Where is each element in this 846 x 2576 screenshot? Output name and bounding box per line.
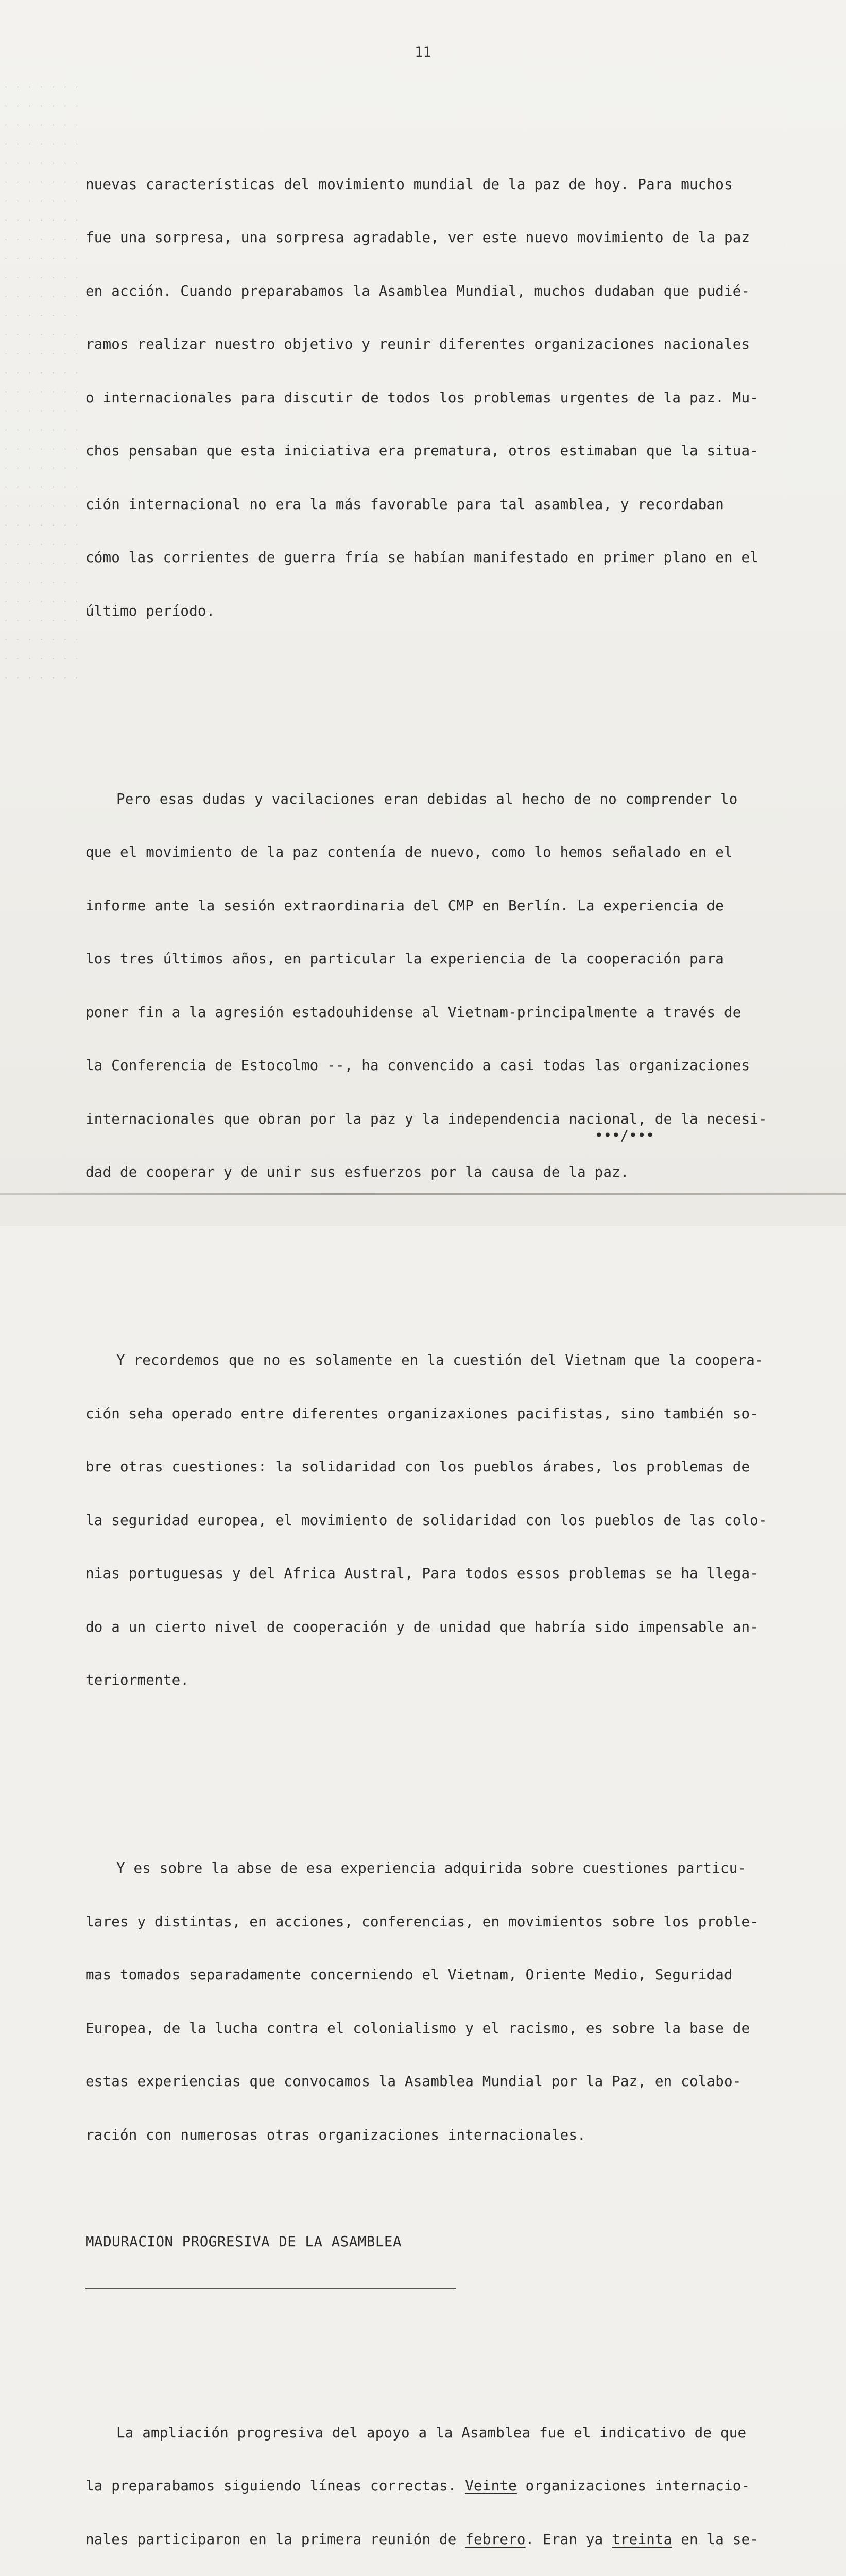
text-line: La ampliación progresiva del apoyo a la Asamblea fue el indicativo de que [85,2424,827,2442]
margin-speckles [0,77,77,696]
page-number: 11 [0,44,846,60]
text-line: lares y distintas, en acciones, conferencias, en movimientos sobre los proble- [85,1913,827,1931]
document-page [0,0,846,1226]
text-line: Y es sobre la abse de esa experiencia adquirida sobre cuestiones particu- [116,1859,827,1877]
text-line: Europea, de la lucha contra el colonialismo y el racismo, es sobre la base de [85,2020,827,2038]
text-line: o internacionales para discutir de todos los problemas urgentes de la paz. Mu- [85,389,827,407]
text-line: la Conferencia de Estocolmo --, ha convencido a casi todas las organizaciones [85,1057,827,1075]
text-line: chos pensaban que esta iniciativa era prematura, otros estimaban que la situa- [85,442,827,460]
text-line: nales participaron en la primera reunión de febrero. Eran ya treinta en la se- [85,2531,827,2549]
text-line: informe ante la sesión extraordinaria del CMP en Berlín. La experiencia de [85,897,827,915]
underlined-number: treinta [612,2531,672,2548]
underlined-number: Veinte [465,2478,517,2494]
paragraph-5 [85,2388,827,2576]
text-line: los tres últimos años, en particular la experiencia de la cooperación para [85,950,827,968]
paragraph-2 [85,755,827,1217]
paper-edge [0,1193,846,1195]
text-line: bre otras cuestiones: la solidaridad con los pueblos árabes, los problemas de [85,1458,827,1476]
text-line: que el movimiento de la paz contenía de nuevo, como lo hemos señalado en el [85,843,827,861]
paragraph-1 [85,140,827,656]
section-heading-maduracion: MADURACION PROGRESIVA DE LA ASAMBLEA [85,2233,827,2251]
text-line: do a un cierto nivel de cooperación y de unidad que habría sido impensable an- [85,1618,827,1636]
text-line: ramos realizar nuestro objetivo y reunir diferentes organizaciones nacionales [85,335,827,353]
text-line: cómo las corrientes de guerra fría se habían manifestado en primer plano en el [85,549,827,567]
text-line: la seguridad europea, el movimiento de solidaridad con los pueblos de las colo- [85,1512,827,1530]
heading-underline [85,2288,456,2289]
text-line: en acción. Cuando preparabamos la Asamblea Mundial, muchos dudaban que pudié- [85,282,827,300]
paragraph-4 [85,1824,827,2179]
body-text [85,87,827,2576]
continuation-mark: •••/••• [595,1127,654,1144]
text-line: la preparabamos siguiendo líneas correctas. Veinte organizaciones internacio- [85,2477,827,2495]
text-line: dad de cooperar y de unir sus esfuerzos por la causa de la paz. [85,1163,827,1181]
text-line: nias portuguesas y del Africa Austral, Para todos essos problemas se ha llega- [85,1565,827,1583]
text-line: ración con numerosas otras organizaciones internacionales. [85,2126,827,2144]
text-line: estas experiencias que convocamos la Asamblea Mundial por la Paz, en colabo- [85,2073,827,2091]
text-line: internacionales que obran por la paz y la independencia nacional, de la necesi- [85,1110,827,1128]
paragraph-3 [85,1316,827,1725]
text-line: Y recordemos que no es solamente en la cuestión del Vietnam que la coopera- [116,1351,827,1369]
text-line: ción internacional no era la más favorable para tal asamblea, y recordaban [85,496,827,514]
text-line: fue una sorpresa, una sorpresa agradable, ver este nuevo movimiento de la paz [85,229,827,247]
text-line: ción seha operado entre diferentes organizaxiones pacifistas, sino también so- [85,1405,827,1423]
text-line: último período. [85,602,827,620]
text-line: teriormente. [85,1671,827,1689]
text-line: mas tomados separadamente concerniendo el Vietnam, Oriente Medio, Seguridad [85,1966,827,1984]
underlined-month: febrero [465,2531,525,2548]
text-line: Pero esas dudas y vacilaciones eran debidas al hecho de no comprender lo [116,790,827,808]
text-line: poner fin a la agresión estadouhidense al Vietnam-principalmente a través de [85,1004,827,1022]
text-line: nuevas características del movimiento mundial de la paz de hoy. Para muchos [85,176,827,194]
